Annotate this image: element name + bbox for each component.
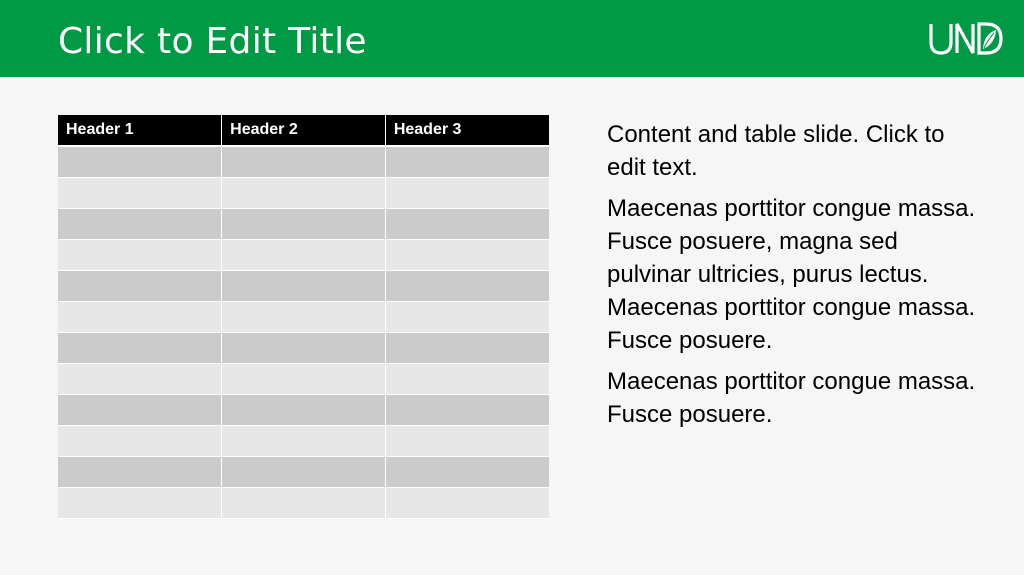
table-cell[interactable] — [385, 332, 549, 363]
table-cell[interactable] — [222, 487, 386, 518]
table-cell[interactable] — [58, 177, 222, 208]
table-row — [58, 394, 549, 425]
table-cell[interactable] — [385, 270, 549, 301]
table-row — [58, 487, 549, 518]
table-row — [58, 177, 549, 208]
column-header[interactable]: Header 2 — [222, 115, 386, 146]
table-cell[interactable] — [58, 239, 222, 270]
table-cell[interactable] — [58, 270, 222, 301]
table-row — [58, 456, 549, 487]
table-cell[interactable] — [222, 177, 386, 208]
table-cell[interactable] — [222, 456, 386, 487]
content-table — [58, 115, 549, 519]
table-cell[interactable] — [385, 301, 549, 332]
table-cell[interactable] — [385, 363, 549, 394]
table-cell[interactable] — [58, 456, 222, 487]
table-cell[interactable] — [385, 456, 549, 487]
table-row — [58, 208, 549, 239]
content-text-box[interactable] — [607, 118, 987, 439]
table-cell[interactable] — [385, 208, 549, 239]
table-row — [58, 301, 549, 332]
table-cell[interactable] — [58, 363, 222, 394]
column-header[interactable]: Header 1 — [58, 115, 222, 146]
table-row — [58, 270, 549, 301]
content-paragraph: Maecenas porttitor congue massa. Fusce posuere, magna sed pulvinar ultricies, purus lectus. Maecenas porttitor congue massa. Fusce posuere. — [607, 195, 976, 354]
table-cell[interactable] — [222, 301, 386, 332]
und-logo — [928, 20, 1004, 58]
table-cell[interactable] — [222, 239, 386, 270]
table-cell[interactable] — [385, 394, 549, 425]
table-row — [58, 363, 549, 394]
table-row — [58, 146, 549, 177]
table-cell[interactable] — [385, 487, 549, 518]
content-paragraph: Content and table slide. Click to edit text. — [607, 121, 945, 181]
table-cell[interactable] — [222, 146, 386, 177]
table-cell[interactable] — [222, 394, 386, 425]
table-row — [58, 332, 549, 363]
table-cell[interactable] — [385, 425, 549, 456]
table-cell[interactable] — [58, 301, 222, 332]
table-cell[interactable] — [385, 177, 549, 208]
table-cell[interactable] — [222, 208, 386, 239]
table-cell[interactable] — [385, 239, 549, 270]
table-cell[interactable] — [58, 208, 222, 239]
column-header[interactable]: Header 3 — [385, 115, 549, 146]
title-bar — [0, 0, 1024, 77]
slide-title[interactable]: Click to Edit Title — [58, 21, 367, 62]
table-header-row — [58, 115, 549, 146]
table-cell[interactable] — [385, 146, 549, 177]
table-cell[interactable] — [58, 146, 222, 177]
table-cell[interactable] — [222, 425, 386, 456]
content-paragraph: Maecenas porttitor congue massa. Fusce posuere. — [607, 368, 976, 428]
table-cell[interactable] — [58, 425, 222, 456]
table-row — [58, 425, 549, 456]
table-cell[interactable] — [222, 332, 386, 363]
table-cell[interactable] — [222, 270, 386, 301]
table-row — [58, 239, 549, 270]
table-cell[interactable] — [58, 394, 222, 425]
table-cell[interactable] — [58, 332, 222, 363]
table-cell[interactable] — [222, 363, 386, 394]
table-cell[interactable] — [58, 487, 222, 518]
